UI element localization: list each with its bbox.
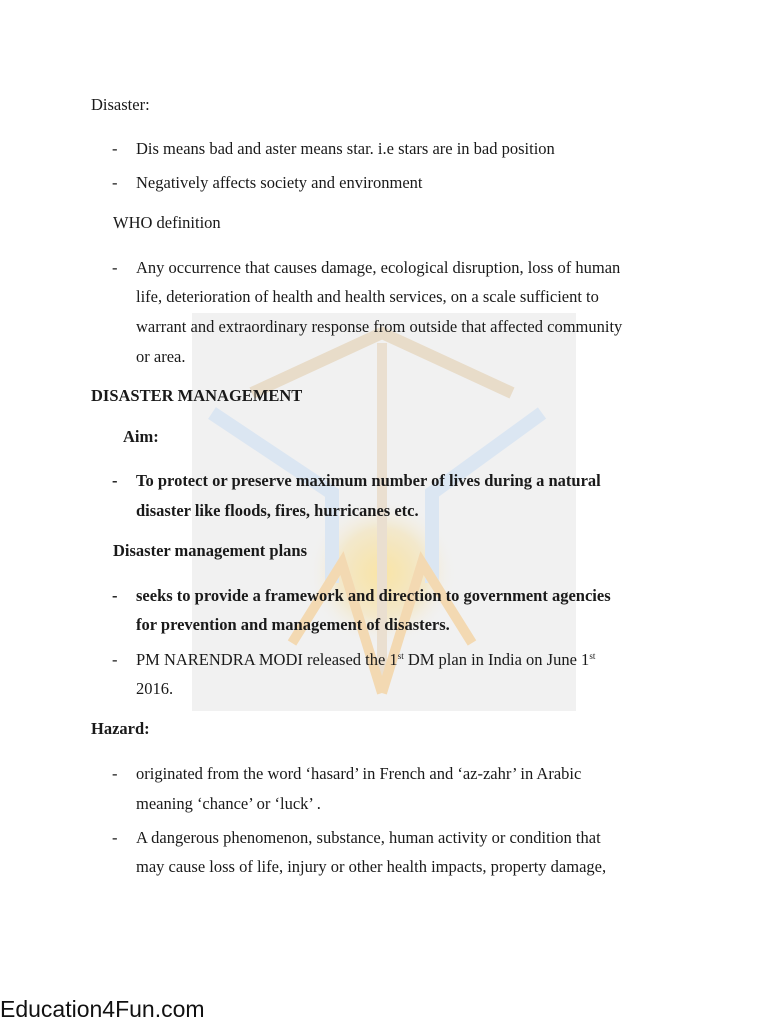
bullet-dash: - bbox=[112, 258, 118, 277]
hazard-b1-line-1: originated from the word ‘hasard’ in French and ‘az-zahr’ in Arabic bbox=[136, 764, 582, 783]
hazard-b2-line-2: may cause loss of life, injury or other health impacts, property damage, bbox=[136, 857, 607, 876]
who-line-1: Any occurrence that causes damage, ecological disruption, loss of human bbox=[136, 258, 621, 277]
modi-year: 2016. bbox=[136, 679, 174, 698]
plans-line-1: seeks to provide a framework and direction to government agencies bbox=[136, 586, 611, 605]
aim-label: Aim: bbox=[123, 427, 159, 446]
modi-line bbox=[136, 650, 595, 670]
heading-disaster-management: DISASTER MANAGEMENT bbox=[91, 386, 303, 405]
bullet-dash: - bbox=[112, 471, 118, 490]
modi-sup-1: st bbox=[397, 651, 404, 661]
plans-line-2: for prevention and management of disasters. bbox=[136, 615, 450, 634]
footer-site-name: Education4Fun.com bbox=[0, 996, 205, 1022]
who-line-2: life, deterioration of health and health services, on a scale sufficient to bbox=[136, 287, 599, 306]
aim-line-2: disaster like floods, fires, hurricanes etc. bbox=[136, 501, 419, 520]
bullet-dash: - bbox=[112, 764, 118, 783]
heading-hazard: Hazard: bbox=[91, 719, 150, 738]
bullet-dash: - bbox=[112, 139, 118, 158]
bullet-dash: - bbox=[112, 828, 118, 847]
bullet-dash: - bbox=[112, 650, 118, 669]
modi-text-1: PM NARENDRA MODI released the 1 bbox=[136, 650, 398, 669]
heading-disaster: Disaster: bbox=[91, 95, 150, 114]
who-definition-label: WHO definition bbox=[113, 213, 221, 232]
modi-text-2: DM plan in India on June 1 bbox=[403, 650, 590, 669]
who-line-4: or area. bbox=[136, 347, 186, 366]
plans-label: Disaster management plans bbox=[113, 541, 308, 560]
bullet-dash: - bbox=[112, 586, 118, 605]
disaster-bullet-1: Dis means bad and aster means star. i.e stars are in bad position bbox=[136, 139, 555, 158]
hazard-b2-line-1: A dangerous phenomenon, substance, human activity or condition that bbox=[136, 828, 601, 847]
hazard-b1-line-2: meaning ‘chance’ or ‘luck’ . bbox=[136, 794, 321, 813]
aim-line-1: To protect or preserve maximum number of lives during a natural bbox=[136, 471, 601, 490]
modi-sup-2: st bbox=[589, 651, 596, 661]
bullet-dash: - bbox=[112, 173, 118, 192]
who-line-3: warrant and extraordinary response from outside that affected community bbox=[136, 317, 623, 336]
disaster-bullet-2: Negatively affects society and environment bbox=[136, 173, 423, 192]
